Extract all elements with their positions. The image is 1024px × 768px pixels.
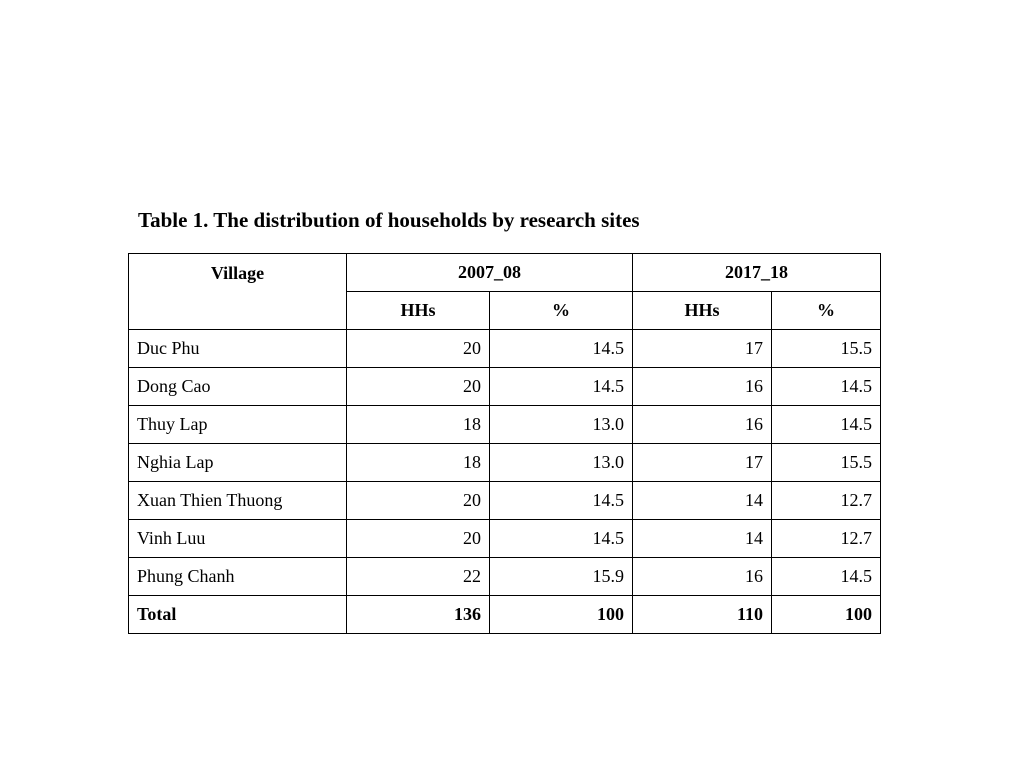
hhs-2007-cell: 20 bbox=[347, 330, 490, 368]
households-table bbox=[128, 253, 881, 634]
total-row bbox=[129, 596, 881, 634]
table-row bbox=[129, 444, 881, 482]
hhs-2017-header: HHs bbox=[633, 292, 772, 330]
village-name: Thuy Lap bbox=[129, 406, 347, 444]
hhs-2007-cell: 20 bbox=[347, 520, 490, 558]
table-caption: Table 1. The distribution of households by research sites bbox=[138, 208, 640, 232]
pct-2007-cell: 13.0 bbox=[490, 444, 633, 482]
total-pct-2007: 100 bbox=[490, 596, 633, 634]
pct-2017-cell: 14.5 bbox=[772, 406, 881, 444]
hhs-2017-cell: 14 bbox=[633, 520, 772, 558]
period-2007-08-header: 2007_08 bbox=[347, 254, 633, 292]
pct-2007-cell: 14.5 bbox=[490, 368, 633, 406]
pct-2017-cell: 15.5 bbox=[772, 444, 881, 482]
pct-2007-cell: 15.9 bbox=[490, 558, 633, 596]
total-hhs-2017: 110 bbox=[633, 596, 772, 634]
total-label: Total bbox=[129, 596, 347, 634]
table-row bbox=[129, 482, 881, 520]
hhs-2017-cell: 17 bbox=[633, 444, 772, 482]
total-pct-2017: 100 bbox=[772, 596, 881, 634]
hhs-2017-cell: 17 bbox=[633, 330, 772, 368]
hhs-2017-cell: 16 bbox=[633, 406, 772, 444]
village-name: Duc Phu bbox=[129, 330, 347, 368]
hhs-2007-cell: 20 bbox=[347, 368, 490, 406]
pct-2007-header: % bbox=[490, 292, 633, 330]
pct-2017-cell: 14.5 bbox=[772, 368, 881, 406]
pct-2017-cell: 12.7 bbox=[772, 482, 881, 520]
period-2017-18-header: 2017_18 bbox=[633, 254, 881, 292]
pct-2007-cell: 13.0 bbox=[490, 406, 633, 444]
hhs-2007-cell: 22 bbox=[347, 558, 490, 596]
pct-2007-cell: 14.5 bbox=[490, 482, 633, 520]
village-name: Nghia Lap bbox=[129, 444, 347, 482]
pct-2017-cell: 15.5 bbox=[772, 330, 881, 368]
hhs-2017-cell: 14 bbox=[633, 482, 772, 520]
hhs-2007-cell: 18 bbox=[347, 444, 490, 482]
village-name: Vinh Luu bbox=[129, 520, 347, 558]
table-row bbox=[129, 368, 881, 406]
hhs-2007-cell: 18 bbox=[347, 406, 490, 444]
table-row bbox=[129, 520, 881, 558]
table-row bbox=[129, 330, 881, 368]
header-row-1 bbox=[129, 254, 881, 292]
total-hhs-2007: 136 bbox=[347, 596, 490, 634]
pct-2017-header: % bbox=[772, 292, 881, 330]
pct-2017-cell: 12.7 bbox=[772, 520, 881, 558]
table-row bbox=[129, 406, 881, 444]
hhs-2007-header: HHs bbox=[347, 292, 490, 330]
hhs-2017-cell: 16 bbox=[633, 558, 772, 596]
pct-2007-cell: 14.5 bbox=[490, 330, 633, 368]
pct-2017-cell: 14.5 bbox=[772, 558, 881, 596]
village-header: Village bbox=[129, 254, 347, 330]
pct-2007-cell: 14.5 bbox=[490, 520, 633, 558]
table-row bbox=[129, 558, 881, 596]
village-name: Xuan Thien Thuong bbox=[129, 482, 347, 520]
hhs-2017-cell: 16 bbox=[633, 368, 772, 406]
village-name: Dong Cao bbox=[129, 368, 347, 406]
village-name: Phung Chanh bbox=[129, 558, 347, 596]
hhs-2007-cell: 20 bbox=[347, 482, 490, 520]
